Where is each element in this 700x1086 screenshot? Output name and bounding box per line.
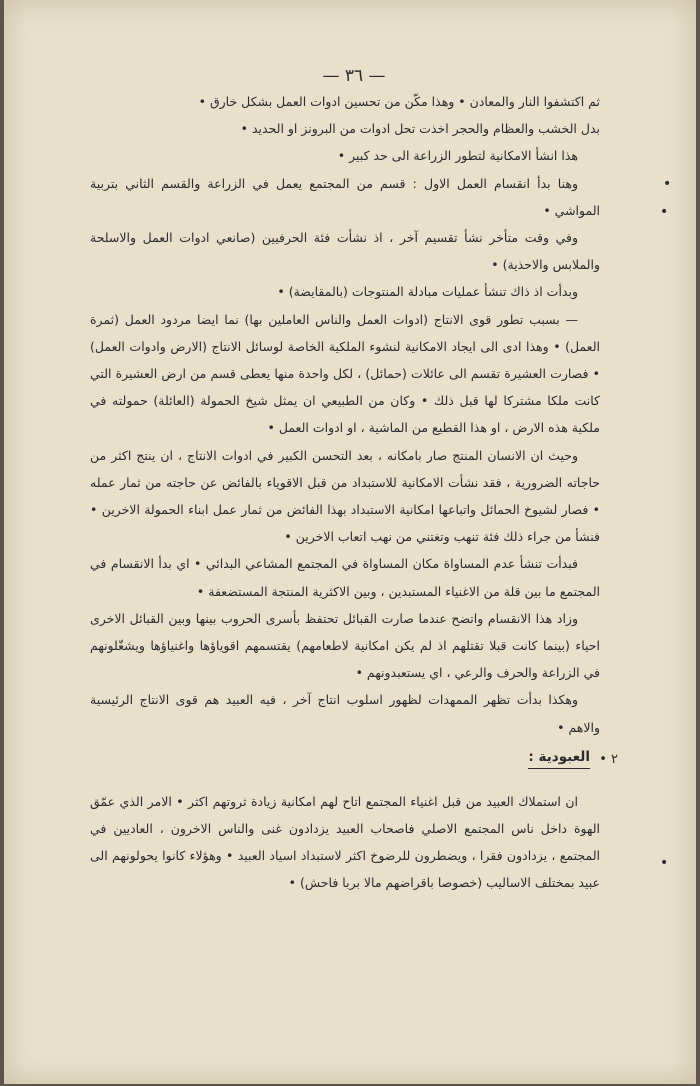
margin-mark: • <box>660 204 669 220</box>
paragraph: — بسبب تطور قوى الانتاج (ادوات العمل والناس العاملين بها) نما ايضا مردود العمل (ثمرة العمل) • وهذا ادى الى ايجاد الامكانية لنشوء الملكية الخاصة لوسائل الانتاج (الارض وادوات العمل) • فصارت العشيرة تقسم الى عائلات (حمائل) ، لكل واحدة منها يعطى قسم من ارض العشيرة التي كانت ملكا مشتركا لها قبل ذلك • وكان من الطبيعي ان يمثل شيخ الحمولة (العائلة) حمولته في ملكية هذه الارض ، او هذا القطيع من الماشية ، او ادوات العمل • <box>90 311 600 436</box>
paragraph: ثم اكتشفوا النار والمعادن • وهذا مكّن من تحسين ادوات العمل بشكل خارق • <box>198 94 600 109</box>
paragraph: وهنا بدأ انقسام العمل الاول : قسم من المجتمع يعمل في الزراعة والقسم الثاني بتربية المواشي • <box>90 175 600 218</box>
section-number: ٢ • <box>599 751 618 767</box>
document-body <box>90 88 618 897</box>
paragraph: وحيث ان الانسان المنتج صار بامكانه ، بعد التحسن الكبير في ادوات الانتاج ، ان ينتج اكثر من حاجاته الضرورية ، فقد نشأت الامكانية للاستبداد من قبل الاقوياء بالفائض عن حاجته من ثمار عمله • فصار لشيوخ الحمائل واتباعها امكانية الاستبداد بهذا الفائض من ثمار عمل ابناء الحمولة الاخرين • فنشأ من جراء ذلك فئة تنهب وتغتني من نهب اتعاب الاخرين • <box>90 447 600 545</box>
paragraph: وفي وقت متأخر نشأ تقسيم آخر ، اذ نشأت فئة الحرفيين (صانعي ادوات العمل والاسلحة والملابس والاحذية) • <box>90 230 600 273</box>
paragraph: فبدأت تنشأ عدم المساواة مكان المساواة في المجتمع المشاعي البدائي • اي بدأ الانقسام في المجتمع ما بين قلة من الاغنياء المستبدين ، وبين الاكثرية المنتجة المستضعفة • <box>90 556 600 599</box>
paragraph: بدل الخشب والعظام والحجر اخذت تحل ادوات من البرونز او الحديد • <box>240 121 600 137</box>
margin-mark: • <box>660 855 669 871</box>
section-title: العبودية : <box>528 746 590 769</box>
page-number: — ٣٦ — <box>322 66 386 86</box>
margin-mark: • <box>663 176 672 192</box>
section-body <box>90 788 600 897</box>
document-page <box>4 0 696 1084</box>
paragraph: هذا انشأ الامكانية لتطور الزراعة الى حد كبير • <box>337 148 578 164</box>
paragraph: وبدأت اذ ذاك تنشأ عمليات مبادلة المنتوجات (بالمقايضة) • <box>277 284 578 300</box>
section-heading <box>90 746 618 774</box>
paragraph: وهكذا بدأت تظهر الممهدات لظهور اسلوب انتاج آخر ، فيه العبيد هم قوى الانتاج الرئيسية والاهم • <box>90 692 600 735</box>
paragraph: ان استملاك العبيد من قبل اغنياء المجتمع اتاح لهم امكانية زيادة ثروتهم اكثر • الامر الذي عمّق الهوة داخل ناس المجتمع الاصلي فاصحاب العبيد يزدادون غنى والناس الاخرون ، العاديين في المجتمع ، يزدادون فقرا ، ويضطرون للرضوخ اكثر لاستبداد اسياد العبيد • وهؤلاء كانوا يحولونهم الى عبيد بمختلف الاساليب (خصوصا باقراضهم مالا بربا فاحش) • <box>90 793 600 891</box>
paragraph: وزاد هذا الانقسام واتضح عندما صارت القبائل تحتفظ بأسرى الحروب بينها وبين القبائل الاخرى احياء (بينما كانت قبلا تقتلهم اذ لم يكن امكانية لاطعامهم) يقتسمهم اقوياؤها واغنياؤها ويشغّلونهم في الزراعة والحرف والرعي ، اي يستعبدونهم • <box>90 610 600 681</box>
